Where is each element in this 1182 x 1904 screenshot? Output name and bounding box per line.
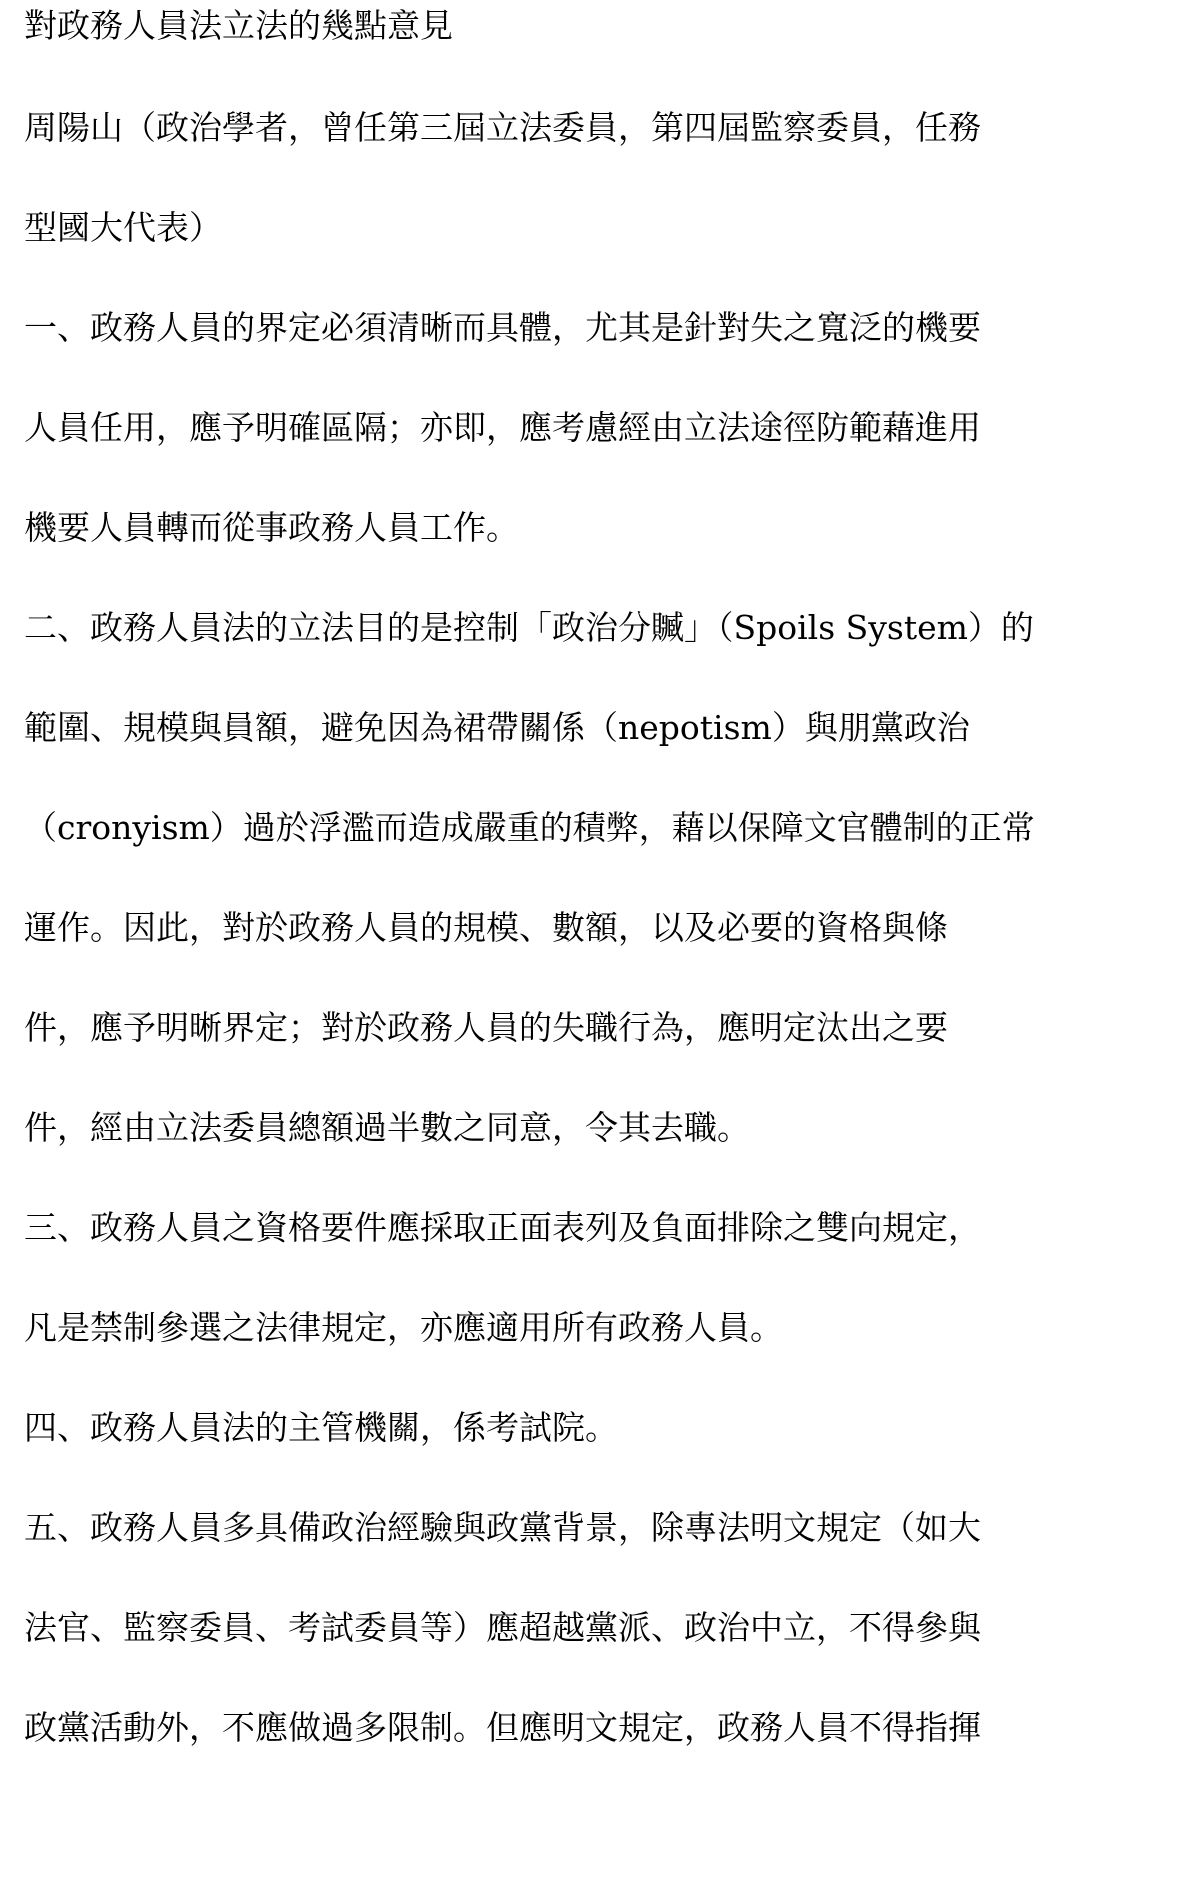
- section-5-line: 法官、監察委員、考試委員等）應超越黨派、政治中立，不得參與: [24, 1608, 981, 1647]
- section-3-line: 三、政務人員之資格要件應採取正面表列及負面排除之雙向規定，: [24, 1208, 981, 1247]
- document-title: 對政務人員法立法的幾點意見: [24, 6, 453, 45]
- section-4-line: 四、政務人員法的主管機關，係考試院。: [24, 1408, 618, 1447]
- author-line: 型國大代表）: [24, 208, 222, 247]
- section-5-line: 五、政務人員多具備政治經驗與政黨背景，除專法明文規定（如大: [24, 1508, 981, 1547]
- section-3-line: 凡是禁制參選之法律規定，亦應適用所有政務人員。: [24, 1308, 783, 1347]
- section-1-line: 人員任用，應予明確區隔；亦即，應考慮經由立法途徑防範藉進用: [24, 408, 981, 447]
- section-2-line: 件，經由立法委員總額過半數之同意，令其去職。: [24, 1108, 750, 1147]
- section-2-line: 範圍、規模與員額，避免因為裙帶關係（nepotism）與朋黨政治: [24, 708, 970, 747]
- section-2-line: 運作。因此，對於政務人員的規模、數額，以及必要的資格與條: [24, 908, 948, 947]
- author-line: 周陽山（政治學者，曾任第三屆立法委員，第四屆監察委員，任務: [24, 108, 981, 147]
- section-2-line: 件，應予明晰界定；對於政務人員的失職行為，應明定汰出之要: [24, 1008, 948, 1047]
- section-2-line: 二、政務人員法的立法目的是控制「政治分贓」（Spoils System）的: [24, 608, 1034, 647]
- section-2-line: （cronyism）過於浮濫而造成嚴重的積弊，藉以保障文官體制的正常: [24, 808, 1035, 847]
- section-5-line: 政黨活動外，不應做過多限制。但應明文規定，政務人員不得指揮: [24, 1708, 981, 1747]
- section-1-line: 機要人員轉而從事政務人員工作。: [24, 508, 519, 547]
- section-1-line: 一、政務人員的界定必須清晰而具體，尤其是針對失之寬泛的機要: [24, 308, 981, 347]
